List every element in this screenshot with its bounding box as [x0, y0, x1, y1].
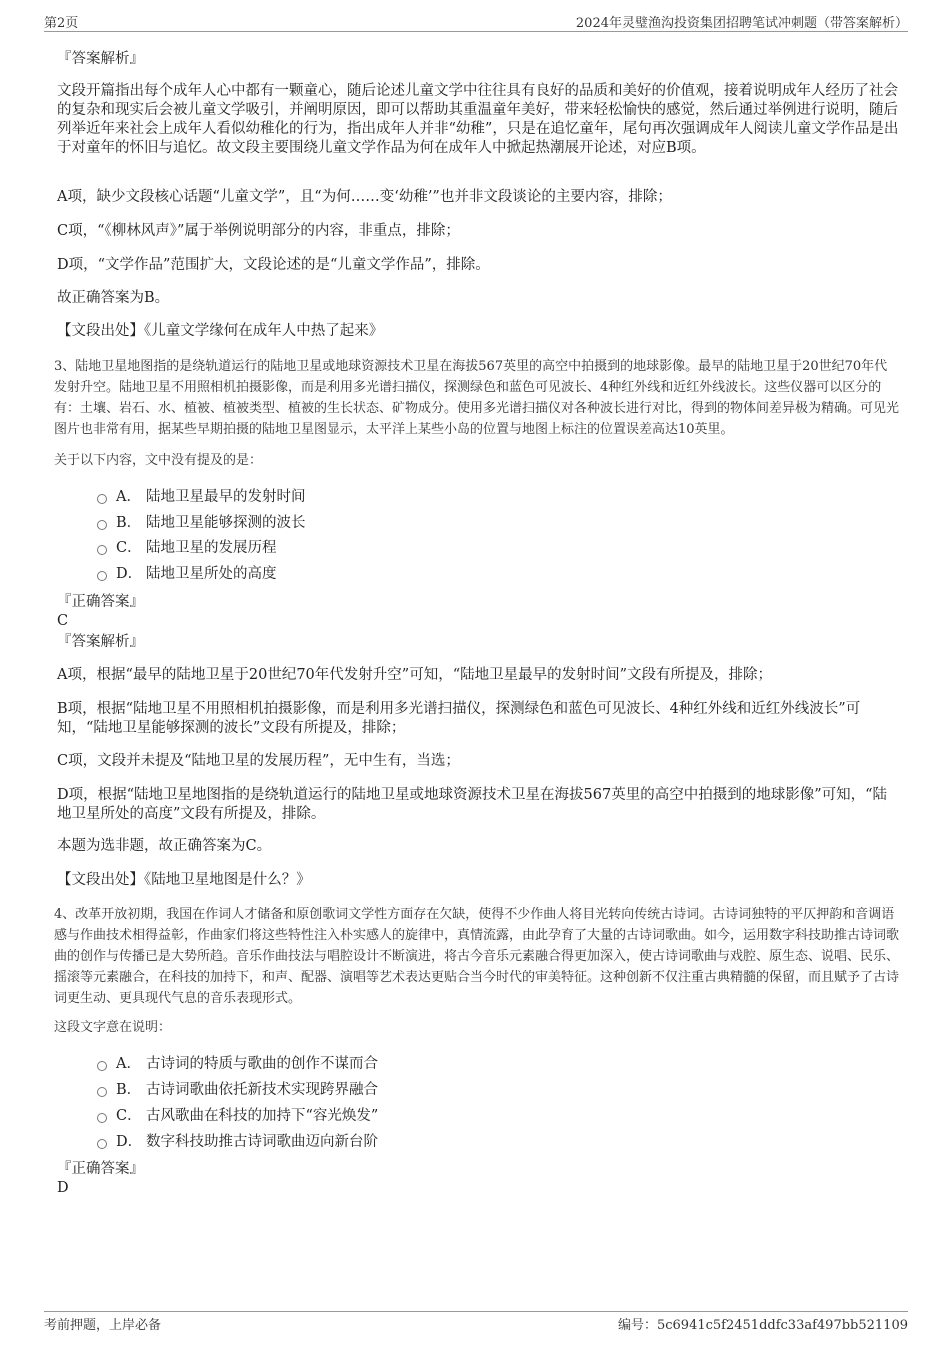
radio-button[interactable] — [97, 1061, 107, 1071]
footer-divider — [44, 1311, 908, 1312]
radio-button[interactable] — [97, 1113, 107, 1123]
option-letter: A． — [116, 489, 141, 505]
q3-stem: 3、陆地卫星地图指的是绕轨道运行的陆地卫星或地球资源技术卫星在海拔567英里的高空中拍摄到的地球影像。最早的陆地卫星于20世纪70年代发射升空。陆地卫星不用照相机拍摄影像，而是利用多光谱扫描仪，探测绿色和蓝色可见波长、4种红外线和近红外线波长。这些仪器可以区分的有：土壤、岩石、水、植被、植被类型、植被的生长状态、矿物成分。使用多光谱扫描仪对各种波长进行对比，得到的物体间差异极为精确。可见光图片也非常有用，据某些早期拍摄的陆地卫星图显示，太平洋上某些小岛的位置与地图上标注的位置误差高达10英里。 — [54, 359, 900, 437]
radio-button[interactable] — [97, 545, 107, 555]
q3-option-b[interactable] — [97, 513, 306, 533]
radio-button[interactable] — [97, 1139, 107, 1149]
option-letter: C． — [116, 1108, 142, 1124]
option-letter: B． — [116, 515, 142, 531]
document-title: 2024年灵璧渔沟投资集团招聘笔试冲刺题（带答案解析） — [575, 16, 908, 31]
option-letter: C． — [116, 540, 142, 556]
q3-option-d[interactable] — [97, 564, 277, 584]
option-text: 古诗词歌曲依托新技术实现跨界融合 — [146, 1082, 378, 1098]
radio-button[interactable] — [97, 520, 107, 530]
q2-conclusion: 故正确答案为B。 — [57, 290, 170, 306]
footer-doc-id: 编号：5c6941c5f2451ddfc33af497bb521109 — [617, 1318, 908, 1333]
q3-answer-label: 『正确答案』 — [57, 594, 144, 610]
radio-button[interactable] — [97, 1087, 107, 1097]
q3-answer: C — [57, 613, 69, 629]
q2-source: 【文段出处】《儿童文学缘何在成年人中热了起来》 — [57, 323, 384, 339]
option-text: 古风歌曲在科技的加持下“容光焕发” — [146, 1108, 379, 1124]
option-letter: D． — [116, 1134, 143, 1150]
radio-button[interactable] — [97, 494, 107, 504]
option-text: 陆地卫星最早的发射时间 — [146, 489, 306, 505]
option-letter: B． — [116, 1082, 142, 1098]
option-letter: D． — [116, 566, 143, 582]
q3-question: 关于以下内容，文中没有提及的是： — [54, 453, 263, 468]
q4-answer-label: 『正确答案』 — [57, 1161, 144, 1177]
q4-question: 这段文字意在说明： — [54, 1020, 172, 1035]
q4-option-b[interactable] — [97, 1080, 378, 1100]
q4-stem: 4、改革开放初期，我国在作词人才储备和原创歌词文学性方面存在欠缺，使得不少作曲人将目光转向传统古诗词。古诗词独特的平仄押韵和音调语感与作曲技术相得益彰，作曲家们将这些特性注入朴实感人的旋律中，真情流露，由此孕育了大量的古诗词歌曲。如今，运用数字科技助推古诗词歌曲的创作与传播已是大势所趋。音乐作曲技法与唱腔设计不断演进，将古今音乐元素融合得更加深入，使古诗词歌曲与戏腔、原生态、说唱、民乐、摇滚等元素融合，在科技的加持下，和声、配器、演唱等艺术表达更贴合当今时代的审美特征。这种创新不仅注重古典精髓的保留，而且赋予了古诗词更生动、更具现代气息的音乐表现形式。 — [54, 907, 900, 1006]
page-number: 第2页 — [44, 16, 79, 31]
q2-analysis-d: D项，“文学作品”范围扩大，文段论述的是“儿童文学作品”，排除。 — [57, 257, 490, 273]
option-text: 陆地卫星所处的高度 — [146, 566, 277, 582]
q2-analysis-text: 文段开篇指出每个成年人心中都有一颗童心，随后论述儿童文学中往往具有良好的品质和美好的价值观，接着说明成年人经历了社会的复杂和现实后会被儿童文学吸引，并阐明原因，即可以帮助其重温童年美好，带来轻松愉快的感觉，然后通过举例进行说明，随后列举近年来社会上成年人看似幼稚化的行为，指出成年人并非“幼稚”，只是在追忆童年，尾句再次强调成年人阅读儿童文学作品是出于对童年的怀旧与追忆。故文段主要围绕儿童文学作品为何在成年人中掀起热潮展开论述，对应B项。 — [57, 83, 899, 156]
q4-answer: D — [57, 1180, 69, 1196]
q3-analysis-c: C项，文段并未提及“陆地卫星的发展历程”，无中生有，当选； — [57, 753, 460, 769]
q3-option-c[interactable] — [97, 538, 277, 558]
option-text: 数字科技助推古诗词歌曲迈向新台阶 — [146, 1134, 378, 1150]
q3-analysis-a: A项，根据“最早的陆地卫星于20世纪70年代发射升空”可知，“陆地卫星最早的发射时间”文段有所提及，排除； — [57, 667, 773, 683]
q3-option-a[interactable] — [97, 487, 306, 507]
header-divider — [44, 31, 908, 32]
option-text: 陆地卫星的发展历程 — [146, 540, 277, 556]
q2-analysis-c: C项，“《柳林风声》”属于举例说明部分的内容，非重点，排除； — [57, 223, 460, 239]
q4-option-a[interactable] — [97, 1054, 378, 1074]
q3-source: 【文段出处】《陆地卫星地图是什么？》 — [57, 872, 311, 888]
option-text: 陆地卫星能够探测的波长 — [146, 515, 306, 531]
q3-analysis-d: D项，根据“陆地卫星地图指的是绕轨道运行的陆地卫星或地球资源技术卫星在海拔567英里的高空中拍摄到的地球影像”可知，“陆地卫星所处的高度”文段有所提及，排除。 — [57, 787, 888, 822]
q3-analysis-label: 『答案解析』 — [57, 634, 144, 650]
q2-analysis-label: 『答案解析』 — [57, 51, 144, 67]
q4-option-c[interactable] — [97, 1106, 378, 1126]
q2-analysis-a: A项，缺少文段核心话题“儿童文学”，且“为何……变‘幼稚’”也并非文段谈论的主要内容，排除； — [57, 189, 672, 205]
q3-analysis-b: B项，根据“陆地卫星不用照相机拍摄影像，而是利用多光谱扫描仪，探测绿色和蓝色可见波长、4种红外线和近红外线波长”可知，“陆地卫星能够探测的波长”文段有所提及，排除； — [57, 701, 861, 736]
option-text: 古诗词的特质与歌曲的创作不谋而合 — [146, 1056, 378, 1072]
footer-slogan: 考前押题，上岸必备 — [44, 1318, 162, 1333]
radio-button[interactable] — [97, 571, 107, 581]
option-letter: A． — [116, 1056, 141, 1072]
q4-option-d[interactable] — [97, 1132, 378, 1152]
q3-conclusion: 本题为选非题，故正确答案为C。 — [57, 838, 272, 854]
